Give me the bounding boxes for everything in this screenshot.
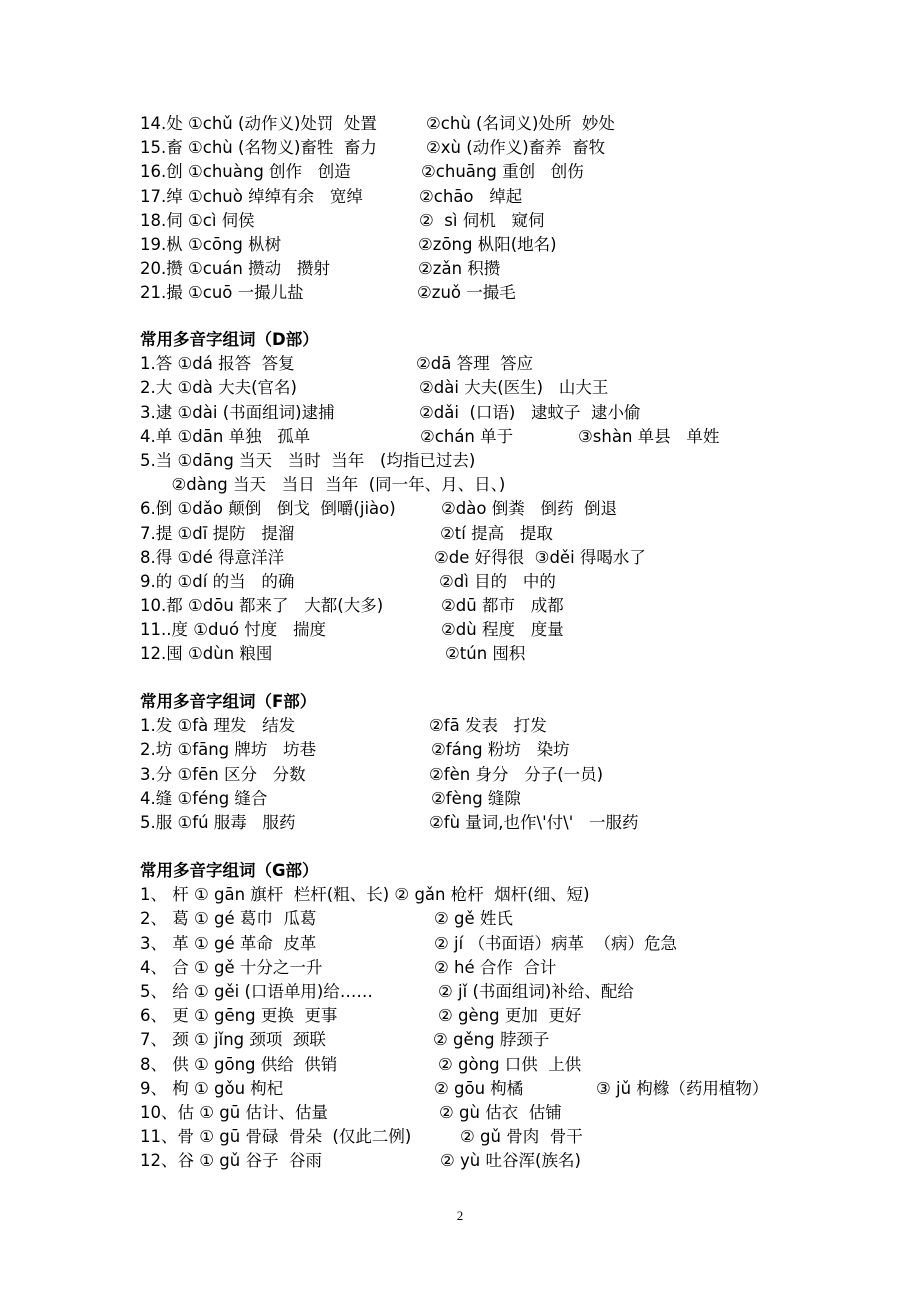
page-number: 2 <box>456 1208 464 1223</box>
document-page: 14.处 ①chǔ (动作义)处罚 处置 ②chù (名词义)处所 妙处 15.畜 ①chù (名物义)畜牲 畜力 ②xù (动作义)畜养 畜牧 16.创 ①chuàng 创作 创造 ②chuāng 重创 创伤 17.绰 ①chuò 绰绰有余 宽绰 ②chāo 绰起 18.伺 ①cì 伺侯 ② sì 伺机 窥伺 19.枞 ①cōng 枞树 ②zōng 枞阳(地名) 20.攒 ①cuán 攒动 攒射 ②zǎn 积攒 21.撮 ①cuō 一撮儿盐 ②zuǒ 一撮毛 常用多音字组词（D部） 1.答 ①dá 报答 答复 ②dā 答理 答应 2.大 ①dà 大夫(官名) ②dài 大夫(医生) 山大王 3.逮 ①dài (书面组词)逮捕 ②dǎi (口语) 逮蚊子 逮小偷 4.单 ①dān 单独 孤单 ②chán 单于 ③shàn 单县 单姓 5.当 ①dāng 当天 当时 当年 (均指已过去) ②dàng 当天 当日 当年 (同一年、月、日、) 6.倒 ①dǎo 颠倒 倒戈 倒嚼(jiào) ②dào 倒粪 倒药 倒退 7.提 ①dī 提防 提溜 ②tí 提高 提取 8.得 ①dé 得意洋洋 ②de 好得很 ③děi 得喝水了 9.的 ①dí 的当 的确 ②dì 目的 中的 10.都 ①dōu 都来了 大都(大多) ②dū 都市 成都 11..度 ①duó 忖度 揣度 ②dù 程度 度量 12.囤 ①dùn 粮囤 ②tún 囤积 常用多音字组词（F部） 1.发 ①fà 理发 结发 ②fā 发表 打发 2.坊 ①fāng 牌坊 坊巷 ②fáng 粉坊 染坊 3.分 ①fēn 区分 分数 ②fèn 身分 分子(一员) 4.缝 ①féng 缝合 ②fèng 缝隙 5.服 ①fú 服毒 服药 ②fù 量词,也作\'付\' 一服药 常用多音字组词（G部） 1、 杆 ① gān 旗杆 栏杆(粗、长) ② gǎn 枪杆 烟杆(细、短) 2、 葛 ① gé 葛巾 瓜葛 ② gě 姓氏 3、 革 ① gé 革命 皮革 ② jí （书面语）病革 （病）危急 4、 合 ① gě 十分之一升 ② hé 合作 合计 5、 给 ① gěi (口语单用)给…… ② jǐ (书面组词)补给、配给 6、 更 ① gēng 更换 更事 ② gèng 更加 更好 7、 颈 ① jǐng 颈项 颈联 ② gěng 脖颈子 8、 供 ① gōng 供给 供销 ② gòng 口供 上供 9、 枸 ① gǒu 枸杞 ② gōu 枸橘 ③ jǔ 枸橼（药用植物） 10、估 ① gū 估计、估量 ② gù 估衣 估铺 11、骨 ① gū 骨碌 骨朵 (仅此二例) ② gǔ 骨肉 骨干 12、谷 ① gǔ 谷子 谷雨 ② yù 吐谷浑(族名) 2 <box>0 0 920 1302</box>
